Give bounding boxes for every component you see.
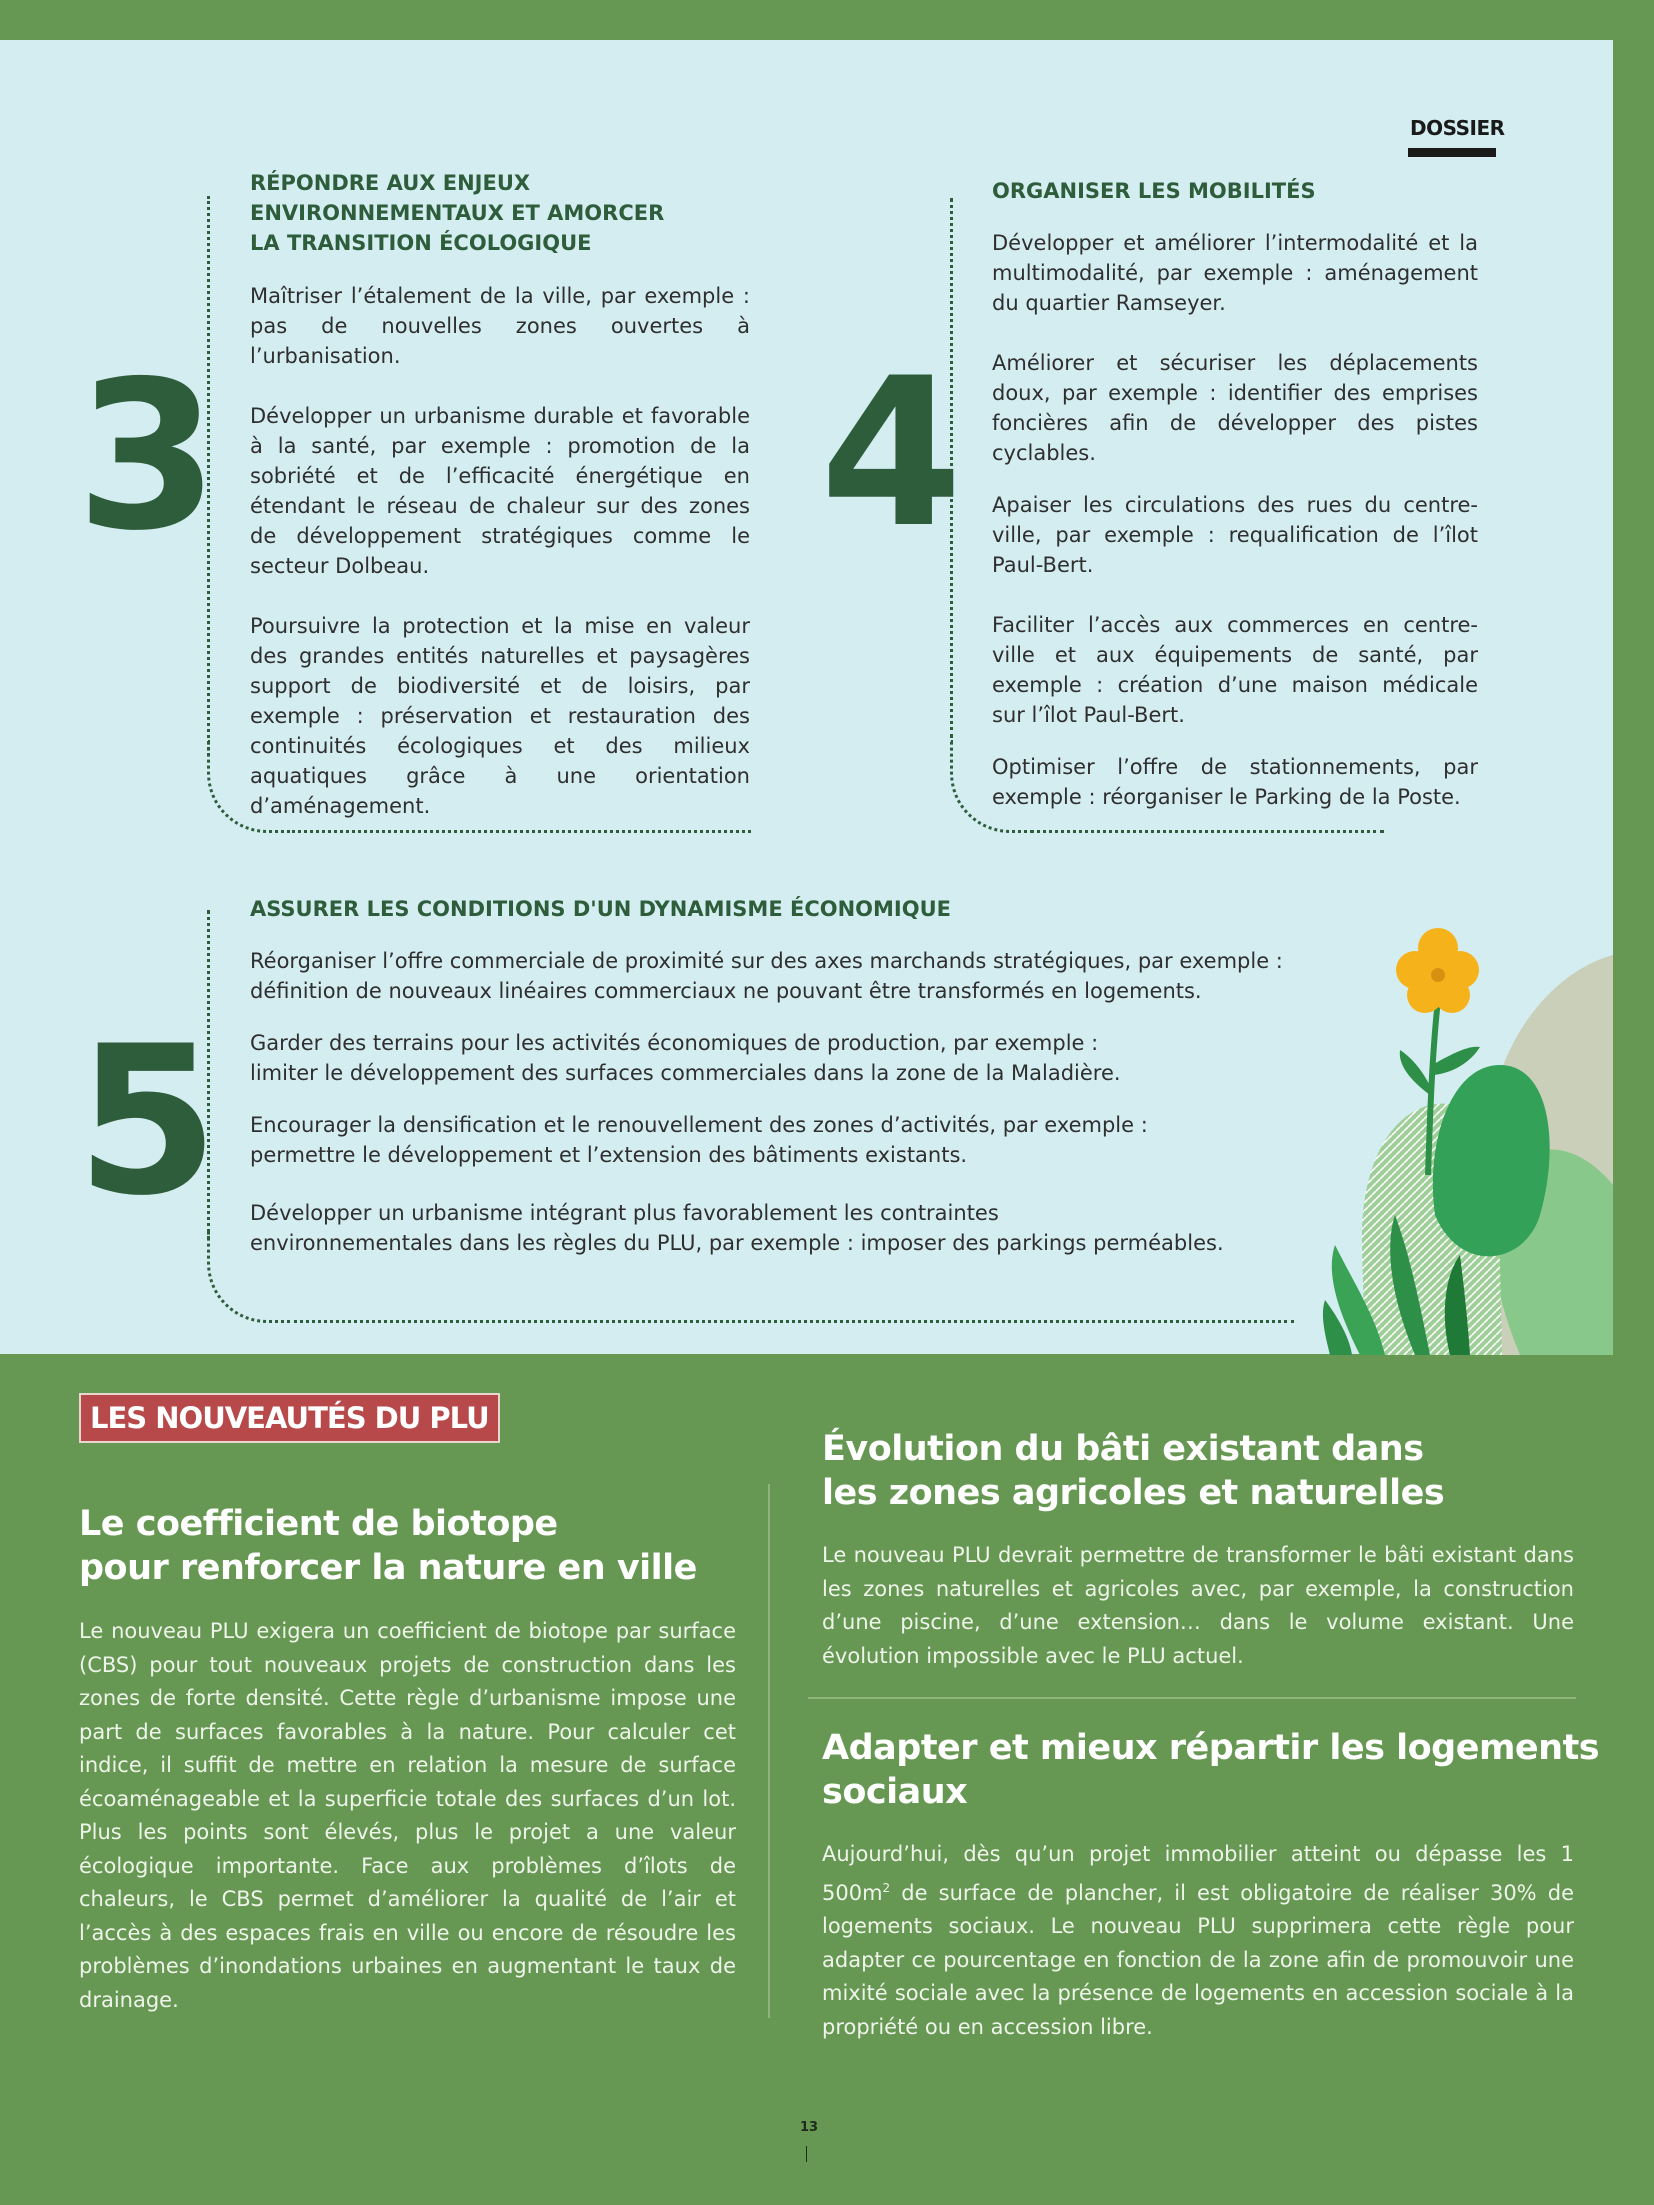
title-line: sociaux xyxy=(822,1772,968,1812)
title-line: Le coefficient de biotope xyxy=(79,1504,558,1544)
section-5 xyxy=(250,894,1350,1258)
section-4-paragraph: Faciliter l’accès aux commerces en centre-ville et aux équipements de santé, par exemple : création d’une maison médicale sur l’îlot Paul-Bert. xyxy=(992,613,1478,727)
para-line: Développer un urbanisme intégrant plus favorablement les contraintes xyxy=(250,1201,999,1225)
section-5-title: ASSURER LES CONDITIONS D'UN DYNAMISME ÉCONOMIQUE xyxy=(250,897,951,921)
section-3 xyxy=(250,168,750,821)
section-number-3: 3 xyxy=(76,338,213,576)
title-line: LA TRANSITION ÉCOLOGIQUE xyxy=(250,231,592,255)
section-5-paragraph xyxy=(250,1198,1350,1258)
flower xyxy=(1396,928,1479,1013)
section-3-paragraph: Poursuivre la protection et la mise en valeur des grandes entités naturelles et paysagères support de biodiversité et de loisirs, par exemple : préservation et restauration des continuités écologiques et des milieux aquatiques grâce à une orientation d’aménagement. xyxy=(250,614,750,818)
leaf xyxy=(1432,1047,1480,1075)
dotted-line xyxy=(950,198,953,738)
biotope-title xyxy=(79,1502,697,1590)
section-4-paragraph: Développer et améliorer l’intermodalité et la multimodalité, par exemple : aménagement du quartier Ramseyer. xyxy=(992,231,1478,315)
body-text: de surface de plancher, il est obligatoire de réaliser 30% de logements sociaux. Le nouveau PLU supprimera cette règle pour adapter ce pourcentage en fonction de la zone afin de promouvoir une mixité sociale avec la présence de logements en accession sociale à la propriété ou en accession libre. xyxy=(822,1880,1574,2039)
para-line: définition de nouveaux linéaires commerciaux ne pouvant être transformés en logements. xyxy=(250,979,1202,1003)
title-line: RÉPONDRE AUX ENJEUX xyxy=(250,171,531,195)
dotted-line xyxy=(207,910,210,1240)
title-line: Adapter et mieux répartir les logements xyxy=(822,1728,1600,1768)
logements-title xyxy=(822,1726,1599,1814)
para-line: Encourager la densification et le renouvellement des zones d’activités, par exemple : xyxy=(250,1113,1148,1137)
section-5-paragraph xyxy=(250,1110,1350,1170)
dotted-line xyxy=(287,1320,1294,1323)
page-number: 13 xyxy=(800,2120,819,2135)
page-number-bar xyxy=(806,2146,807,2162)
column-divider xyxy=(768,1484,770,2018)
para-line: permettre le développement et l’extension des bâtiments existants. xyxy=(250,1143,968,1167)
section-number-4: 4 xyxy=(820,335,957,573)
section-number-5: 5 xyxy=(76,1003,213,1241)
title-line: Évolution du bâti existant dans xyxy=(822,1429,1424,1469)
para-line: Réorganiser l’offre commerciale de proximité sur des axes marchands stratégiques, par exemple : xyxy=(250,949,1283,973)
biotope-body: Le nouveau PLU exigera un coefficient de biotope par surface (CBS) pour tout nouveaux projets de construction dans les zones de forte densité. Cette règle d’urbanisme impose une part de surfaces favorables à la nature. Pour calculer cet indice, il suffit de mettre en relation la mesure de surface écoaménageable et la superficie totale des surfaces d’un lot. Plus les points sont élevés, plus le projet a une valeur écologique importante. Face aux problèmes d’îlots de chaleurs, le CBS permet d’améliorer la qualité de l’air et l’accès à des espaces frais en ville ou encore de résoudre les problèmes d’inondations urbaines en augmentant le taux de drainage. xyxy=(79,1619,736,2012)
section-4-paragraph: Améliorer et sécuriser les déplacements doux, par exemple : identifier des emprises foncières afin de développer des pistes cyclables. xyxy=(992,351,1478,465)
leaf xyxy=(1400,1050,1432,1095)
section-divider xyxy=(808,1697,1576,1699)
dossier-label: DOSSIER xyxy=(1410,116,1505,140)
bati-body: Le nouveau PLU devrait permettre de transformer le bâti existant dans les zones naturelles et agricoles avec, par exemple, la construction d’une piscine, d’une extension… dans le volume existant. Une évolution impossible avec le PLU actuel. xyxy=(822,1543,1574,1668)
section-4-title: ORGANISER LES MOBILITÉS xyxy=(992,179,1316,203)
dotted-line xyxy=(287,830,751,833)
dossier-underline xyxy=(1408,148,1496,157)
nouveautes-tag: LES NOUVEAUTÉS DU PLU xyxy=(79,1393,500,1443)
para-line: Garder des terrains pour les activités économiques de production, par exemple : xyxy=(250,1031,1099,1055)
bati-title xyxy=(822,1427,1444,1515)
superscript: 2 xyxy=(882,1880,891,1895)
para-line: limiter le développement des surfaces commerciales dans la zone de la Maladière. xyxy=(250,1061,1121,1085)
logements-body xyxy=(822,1838,1574,2044)
title-line: pour renforcer la nature en ville xyxy=(79,1548,697,1588)
section-4 xyxy=(992,176,1478,812)
section-3-paragraph: Maîtriser l’étalement de la ville, par exemple : pas de nouvelles zones ouvertes à l’urbanisation. xyxy=(250,284,750,368)
green-bush xyxy=(1433,1065,1550,1256)
section-3-paragraph: Développer un urbanisme durable et favorable à la santé, par exemple : promotion de la sobriété et de l’efficacité énergétique en étendant le réseau de chaleur sur des zones de développement stratégiques comme le secteur Dolbeau. xyxy=(250,404,750,578)
dotted-line xyxy=(207,196,210,756)
section-4-paragraph: Optimiser l’offre de stationnements, par exemple : réorganiser le Parking de la Poste. xyxy=(992,755,1478,809)
para-line: environnementales dans les règles du PLU, par exemple : imposer des parkings perméables. xyxy=(250,1231,1224,1255)
section-5-paragraph xyxy=(250,1028,1350,1088)
body-text: Aujourd’hui, dès qu’un projet immobilier atteint ou dépasse les 1 500m xyxy=(822,1842,1574,1905)
section-4-paragraph: Apaiser les circulations des rues du centre-ville, par exemple : requalification de l’îlot Paul-Bert. xyxy=(992,493,1478,577)
section-5-paragraph xyxy=(250,946,1350,1006)
dotted-line xyxy=(1030,830,1384,833)
title-line: les zones agricoles et naturelles xyxy=(822,1473,1445,1513)
section-3-title xyxy=(250,168,750,258)
plant-illustration xyxy=(1320,915,1613,1355)
title-line: ENVIRONNEMENTAUX ET AMORCER xyxy=(250,201,665,225)
